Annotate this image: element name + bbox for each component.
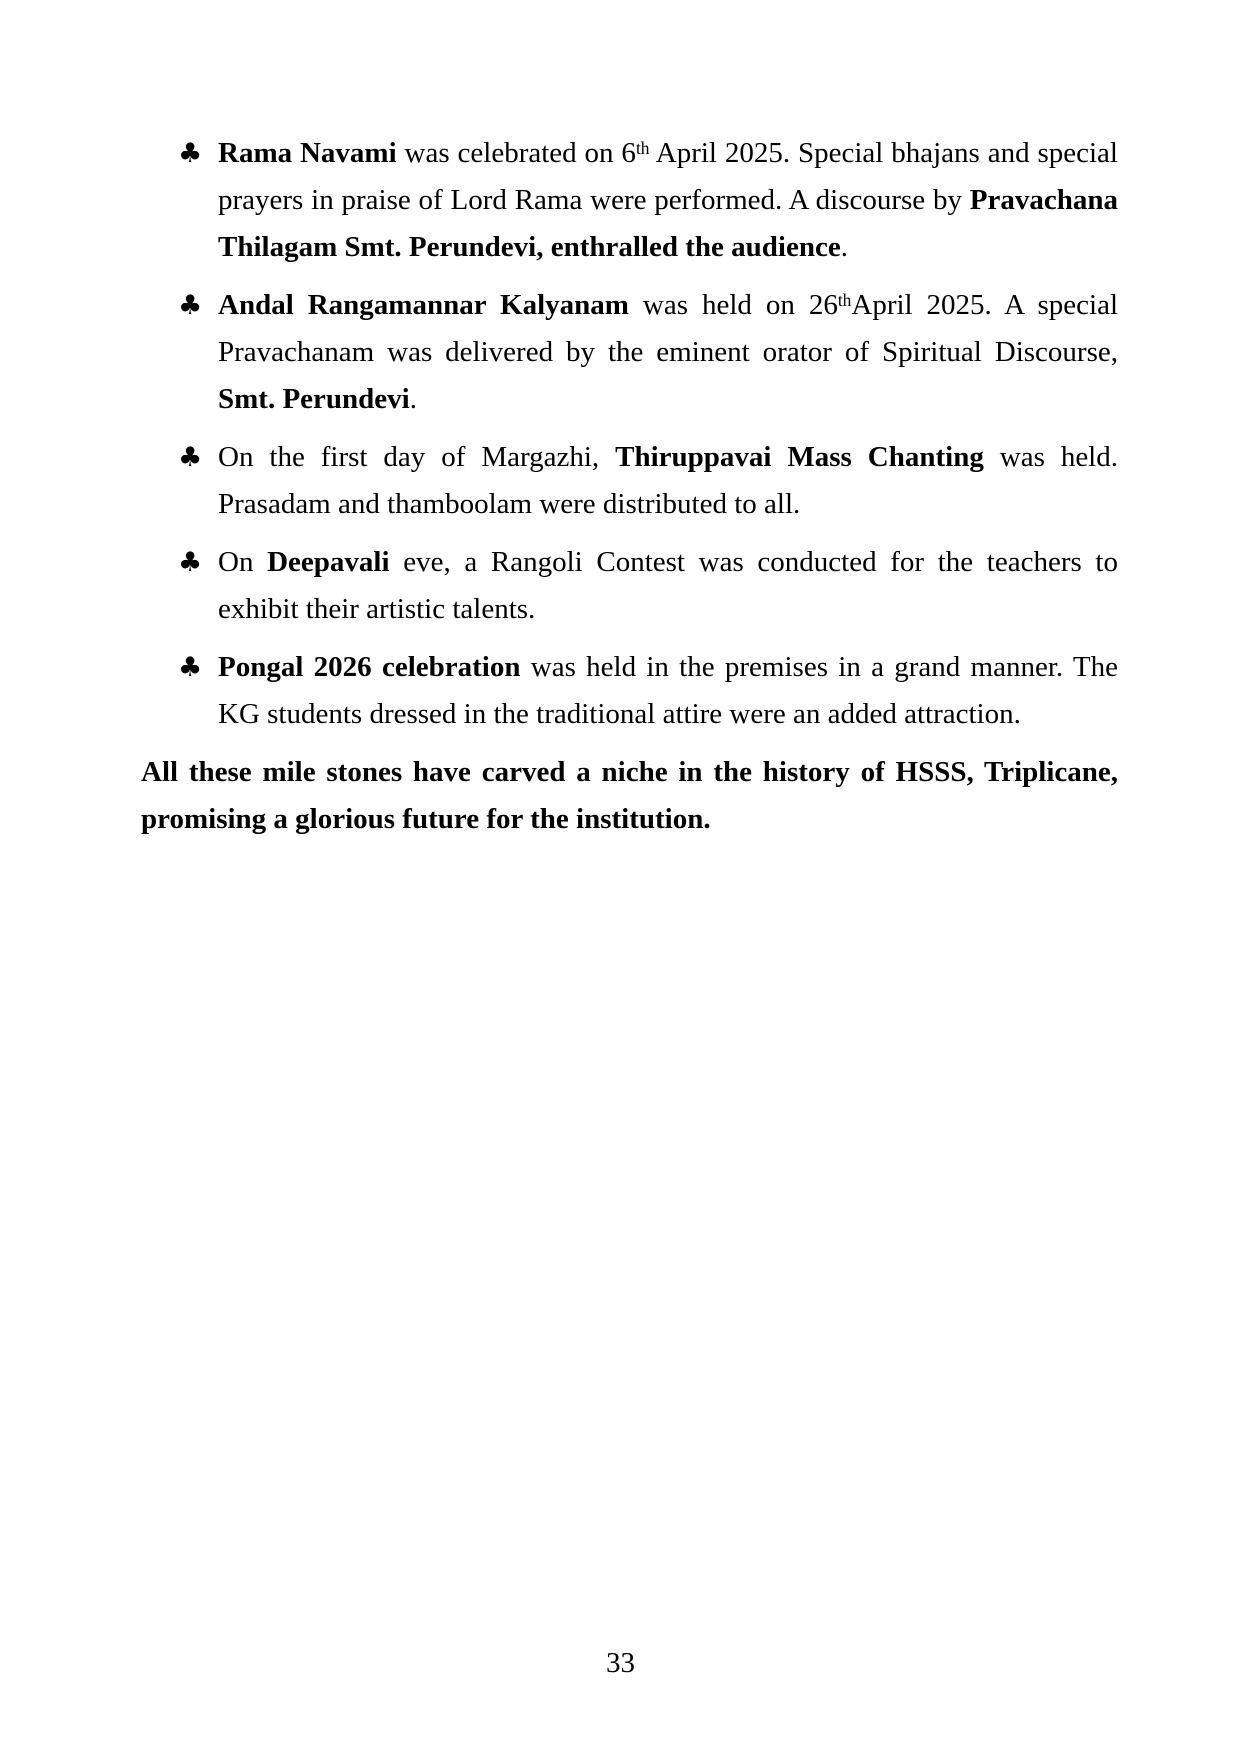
club-bullet-icon: ♣ bbox=[178, 290, 203, 321]
club-bullet-icon: ♣ bbox=[178, 547, 203, 578]
bullet-text bbox=[218, 137, 1118, 263]
text-run: . bbox=[840, 231, 848, 263]
bold-text-run: Pongal 2026 celebration bbox=[218, 651, 521, 683]
page-number: 33 bbox=[606, 1647, 635, 1679]
bold-text-run: All these mile stones have carved a niche in the history of HSSS, Triplicane, promising a glorious future for the institution. bbox=[141, 756, 1118, 835]
club-bullet-icon: ♣ bbox=[178, 652, 203, 683]
text-run: eve, a Rangoli Contest was conducted for the teachers to exhibit their artistic talents. bbox=[218, 546, 1118, 625]
superscript-text: th bbox=[635, 137, 650, 158]
bullet-text bbox=[218, 289, 1118, 415]
text-run: April 2025. A special Pravachanam was delivered by the eminent orator of Spiritual Discourse, bbox=[218, 289, 1118, 368]
club-bullet-icon: ♣ bbox=[178, 138, 203, 169]
list-item bbox=[141, 434, 1118, 528]
text-content bbox=[141, 130, 1118, 843]
bullet-text bbox=[218, 651, 1118, 730]
closing-paragraph bbox=[141, 749, 1118, 843]
bullet-text bbox=[218, 546, 1118, 625]
bold-text-run: Smt. Perundevi bbox=[218, 383, 410, 415]
bullet-text bbox=[218, 441, 1118, 520]
list-item bbox=[141, 539, 1118, 633]
text-run: was held in the premises in a grand manner. The KG students dressed in the traditional attire were an added attraction. bbox=[218, 651, 1118, 730]
text-run: April 2025. Special bhajans and special prayers in praise of Lord Rama were performed. A discourse by bbox=[218, 137, 1118, 216]
text-run: . bbox=[409, 383, 417, 415]
bold-text-run: Pravachana Thilagam Smt. Perundevi, enthralled the audience bbox=[218, 184, 1118, 263]
bullet-list bbox=[141, 130, 1118, 738]
text-run: was held on 26 bbox=[628, 289, 838, 321]
list-item bbox=[141, 130, 1118, 271]
superscript-text: th bbox=[837, 289, 852, 310]
bold-text-run: Thiruppavai Mass Chanting bbox=[615, 441, 984, 473]
text-run: was held. Prasadam and thamboolam were distributed to all. bbox=[218, 441, 1118, 520]
text-run: On the first day of Margazhi, bbox=[218, 441, 616, 473]
list-item bbox=[141, 282, 1118, 423]
bold-text-run: Rama Navami bbox=[218, 137, 397, 169]
list-item bbox=[141, 644, 1118, 738]
club-bullet-icon: ♣ bbox=[178, 442, 203, 473]
text-run: On bbox=[218, 546, 268, 578]
bold-text-run: Andal Rangamannar Kalyanam bbox=[218, 289, 629, 321]
bold-text-run: Deepavali bbox=[267, 546, 390, 578]
text-run: was celebrated on 6 bbox=[396, 137, 636, 169]
